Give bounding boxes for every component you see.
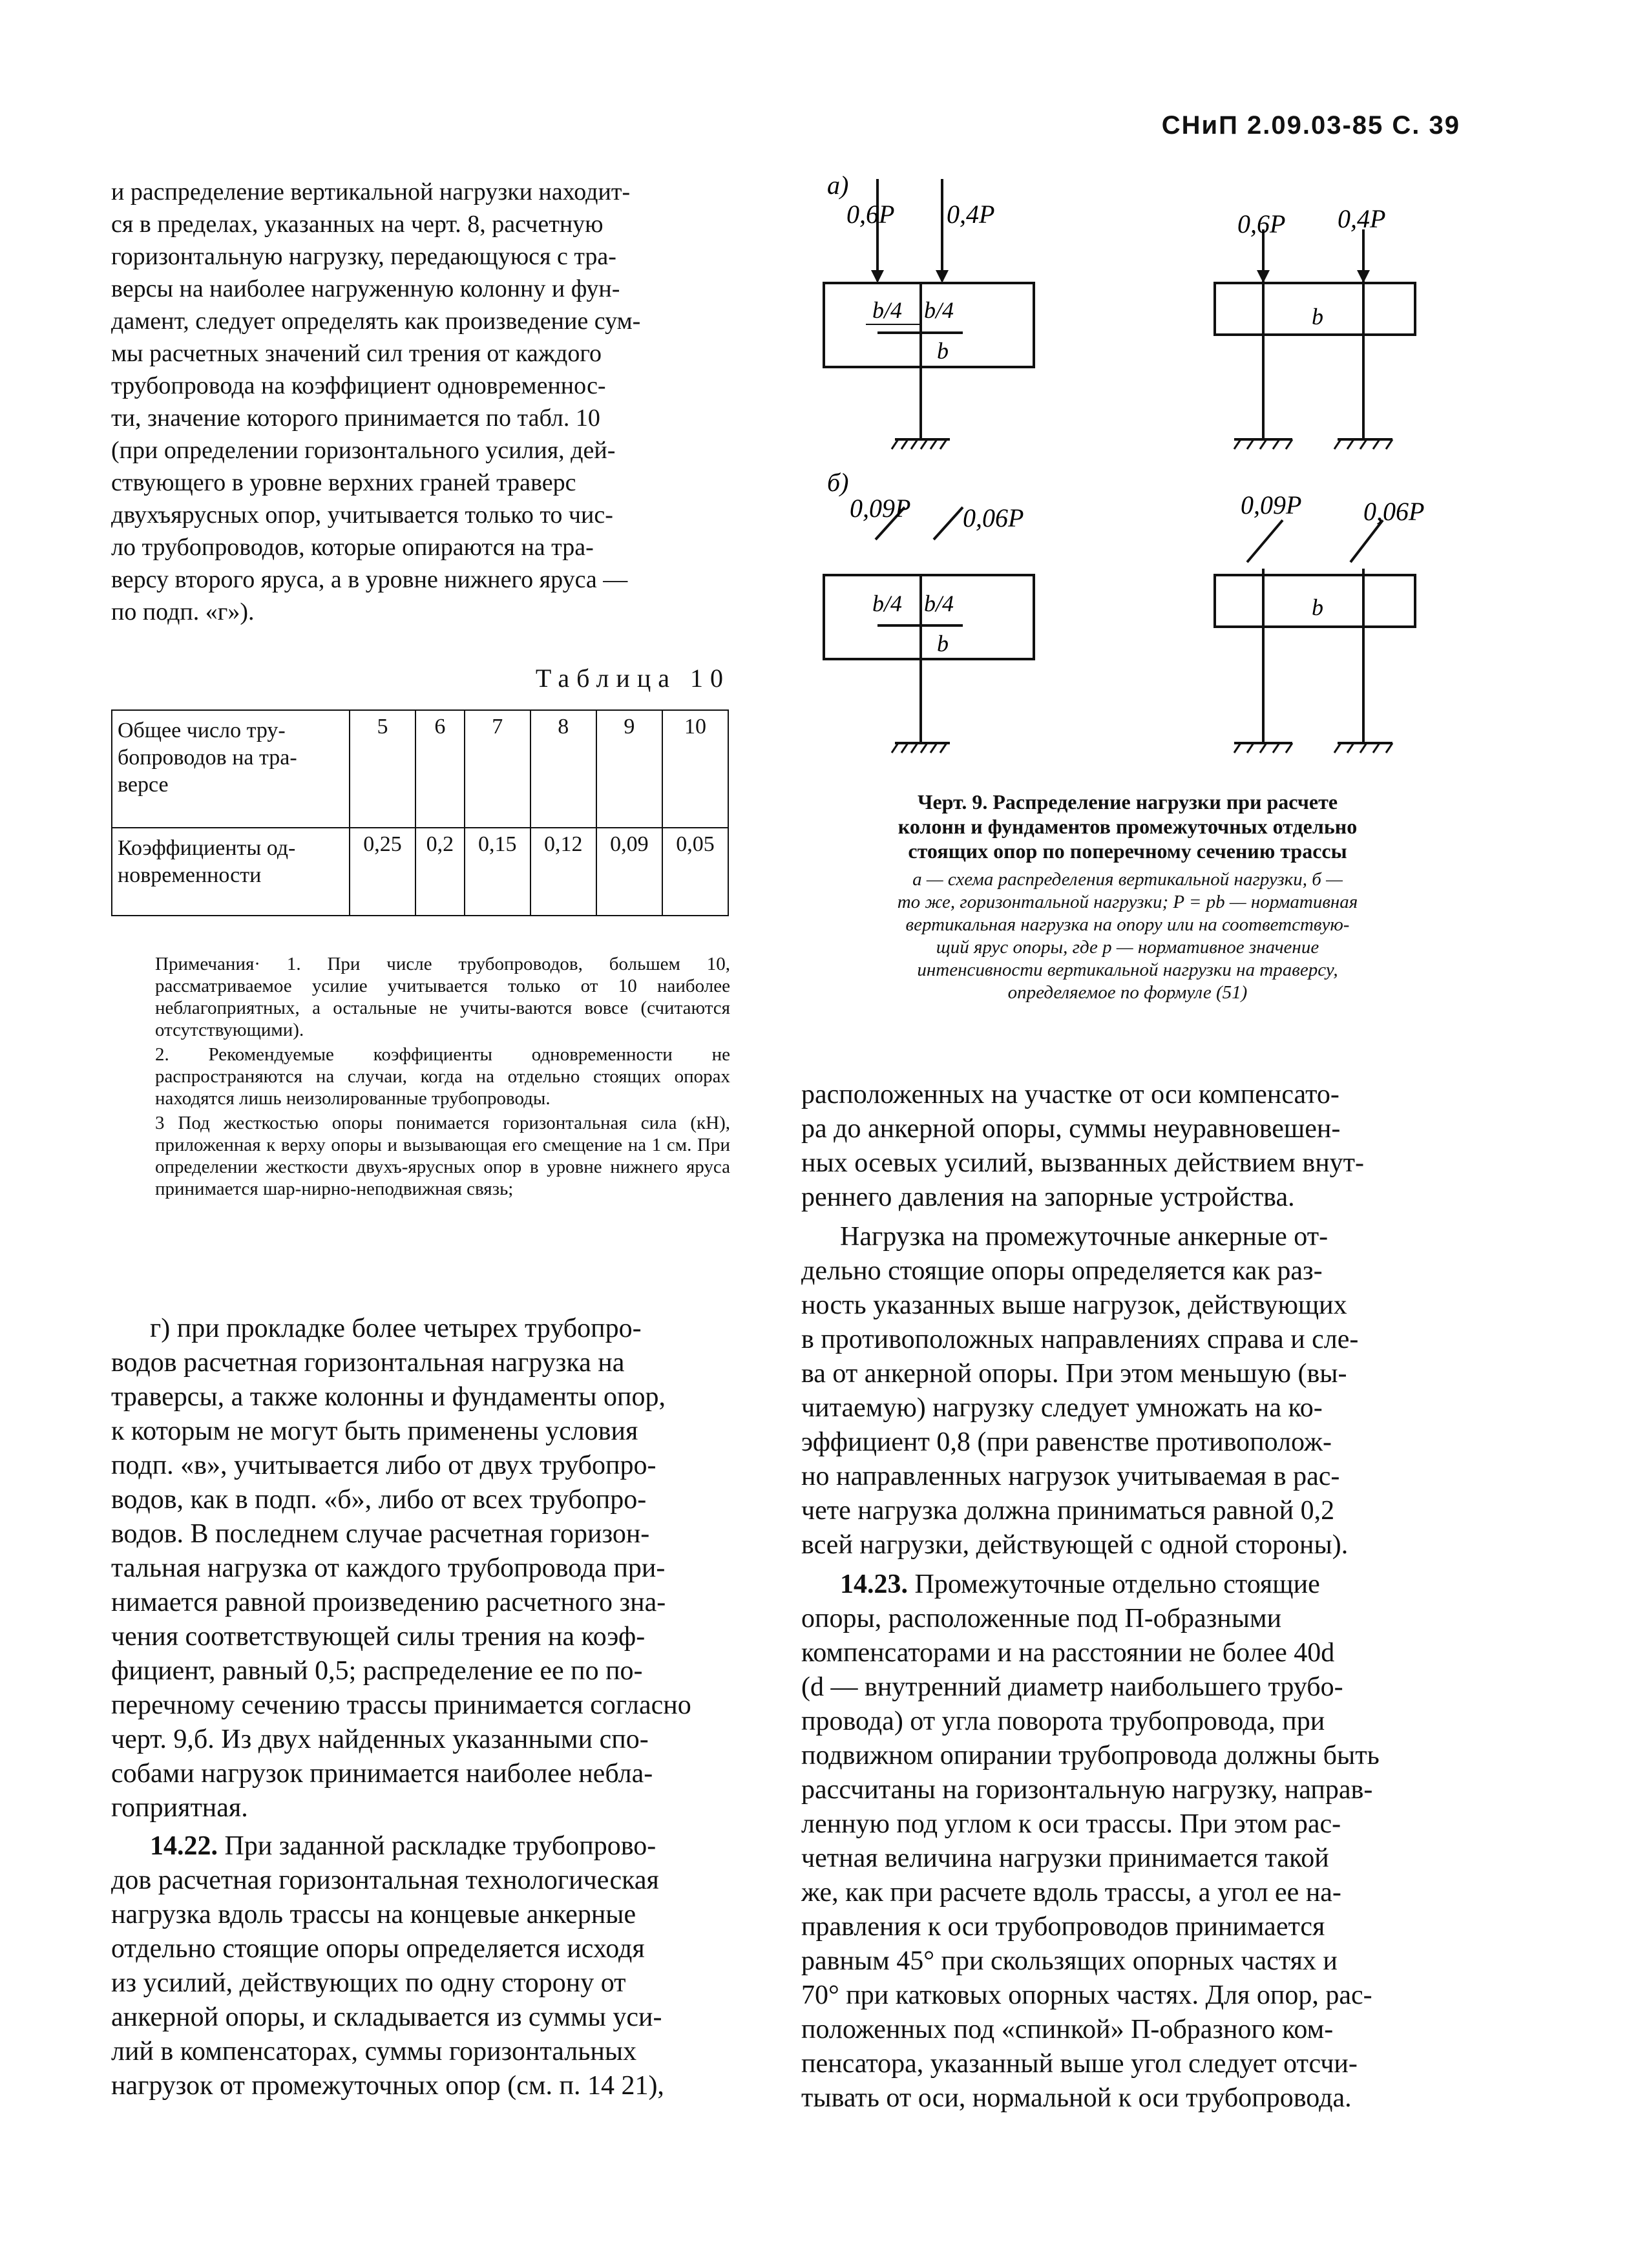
table-cell: 8 (530, 710, 596, 828)
load-label: 0,06P (963, 503, 1024, 532)
table-cell: 0,09 (596, 828, 662, 916)
table-notes (155, 953, 730, 1202)
load-label: 0,06P (1363, 497, 1425, 526)
caption-title: Черт. 9. Распределение нагрузки при расчете колонн и фундаментов промежуточных отдельно стоящих опор по поперечному сечению трассы (898, 790, 1358, 863)
caption-body: а — схема распределения вертикальной нагрузки, б — то же, горизонтальной нагрузки; P = pb — нормативная вертикальная нагрузка на опору или на соответствую- щий ярус опоры, где p — нормативное значение интенсивности вертикальной нагрузки на траверсу, определяемое по формуле (51) (897, 869, 1358, 1003)
section-number: 14.23. (840, 1570, 908, 1599)
table-row (112, 710, 728, 828)
dimension-label: b/4 (924, 591, 954, 616)
right-paragraph-1: расположенных на участке от оси компенсато- ра до анкерной опоры, суммы неуравновешен- ных осевых усилий, вызванных действием внут- реннего давления на запорные устройства. (801, 1080, 1365, 1212)
figure-label-b: б) (827, 468, 849, 497)
note-3: 3 Под жесткостью опоры понимается горизонтальная сила (кН), приложенная к верху опоры и вызывающая его смещение на 1 см. При определении жесткости двухъ-ярусных опор в уровне нижнего яруса принимается шар-нирно-неподвижная связь; (155, 1113, 730, 1199)
table-cell: 9 (596, 710, 662, 828)
paragraph-g: г) при прокладке более четырех трубопро- водов расчетная горизонтальная нагрузка на траверсы, а также колонны и фундаменты опор, к которым не могут быть применены условия подп. «в», учитывается либо от двух трубопро- водов, как в подп. «б», либо от всех трубопро- водов. В последнем случае расчетная горизон- тальная нагрузка от каждого трубопровода при- нимается равной произведению расчетного зна- чения соответствующей силы трения на коэф- фициент, равный 0,5; распределение ее по по- перечному сечению трассы принимается согласно черт. 9,б. Из двух найденных указанными спо- собами нагрузок принимается наиболее небла- гоприятная. (111, 1314, 691, 1823)
paragraph-14-22 (111, 1829, 730, 2103)
table-cell-label: Коэффициенты од- новременности (112, 828, 350, 916)
dimension-label: b/4 (872, 297, 903, 323)
left-top-paragraph: и распределение вертикальной нагрузки находит- ся в пределах, указанных на черт. 8, расчетную горизонтальную нагрузку, передающуюся с тра- версы на наиболее нагруженную колонну и фун- дамент, следует определять как произведение сум- мы расчетных значений сил трения от каждого трубопровода на коэффициент одновременнос- ти, значение которого принимается по табл. 10 (при определении горизонтального усилия, дей- ствующего в уровне верхних граней траверс двухъярусных опор, учитывается только то чис- ло трубопроводов, которые опираются на тра- версу второго яруса, а в уровне нижнего яруса — по подп. «г»). (111, 178, 641, 625)
table-cell: 0,05 (662, 828, 728, 916)
table-cell: 0,15 (465, 828, 530, 916)
table-cell: 7 (465, 710, 530, 828)
load-label: 0,4P (1338, 204, 1386, 233)
load-label: 0,6P (1237, 209, 1286, 238)
dimension-label: b (1312, 304, 1323, 330)
paragraph-14-23 (801, 1568, 1447, 2116)
note-2: 2. Рекомендуемые коэффициенты одновременности не распространяются на случаи, когда на отдельно стоящих опорах находятся лишь неизолированные трубопроводы. (155, 1044, 730, 1109)
section-number: 14.22. (150, 1831, 218, 1861)
page-header: СНиП 2.09.03-85 С. 39 (1161, 111, 1460, 140)
table-10 (111, 709, 729, 916)
table-cell: 5 (350, 710, 415, 828)
load-label: 0,09P (850, 494, 911, 523)
load-label: 0,6P (846, 200, 895, 229)
table-cell: 0,12 (530, 828, 596, 916)
table-row (112, 828, 728, 916)
table-cell-label: Общее число тру- бопроводов на тра- версе (112, 710, 350, 828)
left-top-paragraph-block (111, 176, 730, 628)
table-title: Таблица 10 (535, 664, 730, 693)
note-1: Примечания· 1. При числе трубопроводов, большем 10, рассматриваемое усилие учитывается только от 10 наиболее неблагоприятных, а остальные не учиты-ваются вовсе (считаются отсутствующими). (155, 954, 730, 1040)
paragraph-14-22-text: При заданной раскладке трубопрово- дов расчетная горизонтальная технологическая нагрузка вдоль трассы на концевые анкерные отдельно стоящие опоры определяется исходя из усилий, действующих по одну сторону от анкерной опоры, и складывается из суммы уси- лий в компенсаторах, суммы горизонтальных нагрузок от промежуточных опор (см. п. 14 21), (111, 1831, 664, 2101)
dimension-label: b (937, 338, 949, 364)
dimension-label: b/4 (872, 591, 903, 616)
right-paragraph-2: Нагрузка на промежуточные анкерные от- дельно стоящие опоры определяется как раз- ность указанных выше нагрузок, действующих в противоположных направлениях справа и сле- ва от анкерной опоры. При этом меньшую (вы- читаемую) нагрузку следует умножать на ко- эффициент 0,8 (при равенстве противополож- но направленных нагрузок учитываемая в рас- чете нагрузка должна приниматься равной 0,2 всей нагрузки, действующей с одной стороны). (801, 1222, 1359, 1560)
figure-caption (804, 790, 1451, 1004)
table-cell: 10 (662, 710, 728, 828)
dimension-label: b (937, 631, 949, 656)
paragraph-14-23-text: Промежуточные отдельно стоящие опоры, расположенные под П-образными компенсаторами и на расстоянии не более 40d (d — внутренний диаметр наибольшего трубо- провода) от угла поворота трубопровода, при подвижном опирании трубопровода должны быть рассчитаны на горизонтальную нагрузку, направ- ленную под углом к оси трассы. При этом рас- четная величина нагрузки принимается такой же, как при расчете вдоль трассы, а угол ее на- правления к оси трубопроводов принимается равным 45° при скользящих опорных частях и 70° при катковых опорных частях. Для опор, рас- положенных под «спинкой» П-образного ком- пенсатора, указанный выше угол следует отсчи- тывать от оси, нормальной к оси трубопровода. (801, 1570, 1380, 2113)
table-cell: 6 (415, 710, 465, 828)
load-label: 0,4P (947, 200, 995, 229)
paragraph-g-block (111, 1312, 730, 2103)
figure-label-a: а) (827, 171, 849, 200)
dimension-label: b (1312, 594, 1323, 620)
table-cell: 0,25 (350, 828, 415, 916)
dimension-label: b/4 (924, 297, 954, 323)
figure-9-diagram (801, 155, 1486, 769)
load-label: 0,09P (1241, 490, 1302, 520)
table-cell: 0,2 (415, 828, 465, 916)
right-column-text (801, 1078, 1447, 2116)
